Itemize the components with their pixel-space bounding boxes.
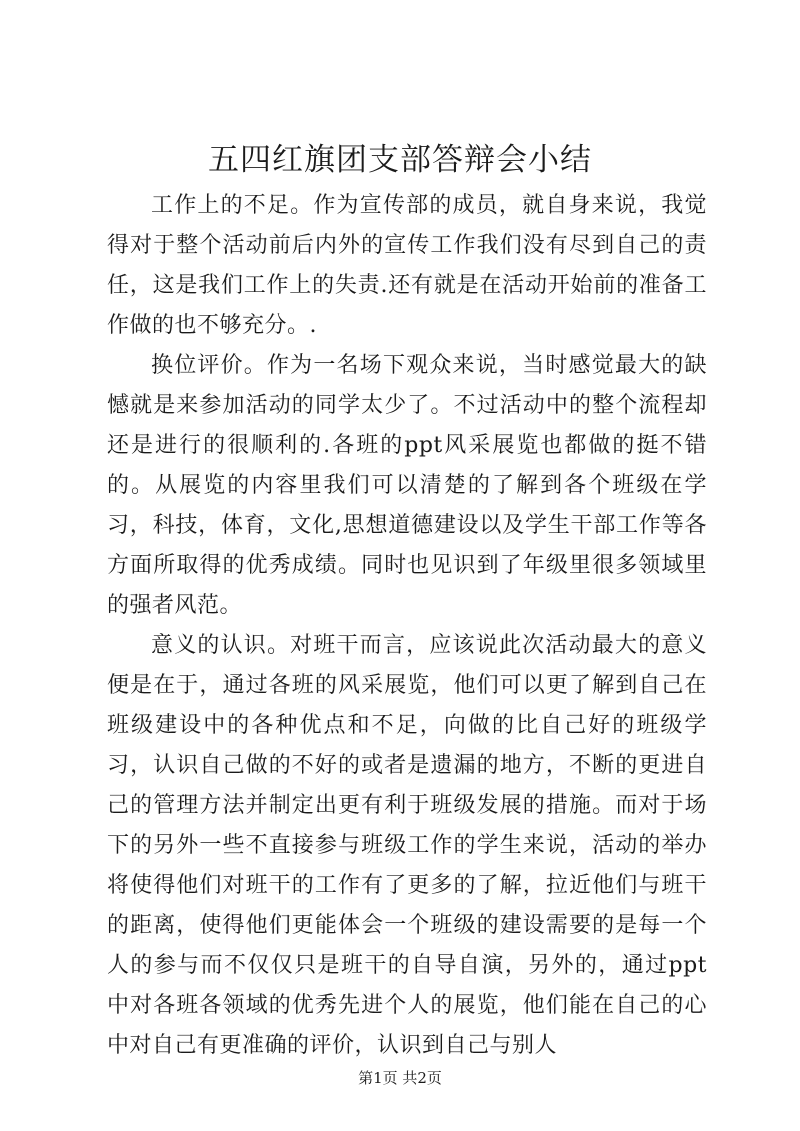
paragraph-evaluation: 换位评价。作为一名场下观众来说，当时感觉最大的缺憾就是来参加活动的同学太少了。不过活动中的整个流程却还是进行的很顺利的.各班的ppt风采展览也都做的挺不错的。从展览的内容里我们可以清楚的了解到各个班级在学习，科技，体育，文化,思想道德建设以及学生干部工作等各方面所取得的优秀成绩。同时也见识到了年级里很多领域里的强者风范。 — [107, 353, 707, 618]
document-title: 五四红旗团支部答辩会小结 — [208, 142, 592, 178]
page-footer: 第1页 共2页 — [358, 1069, 442, 1087]
document-body — [107, 186, 707, 1066]
paragraph-shortcomings: 工作上的不足。作为宣传部的成员，就自身来说，我觉得对于整个活动前后内外的宣传工作我们没有尽到自己的责任，这是我们工作上的失责.还有就是在活动开始前的准备工作做的也不够充分。. — [107, 193, 707, 338]
paragraph-significance: 意义的认识。对班干而言，应该说此次活动最大的意义便是在于，通过各班的风采展览，他们可以更了解到自己在班级建设中的各种优点和不足，向做的比自己好的班级学习，认识自己做的不好的或者是遗漏的地方，不断的更进自己的管理方法并制定出更有利于班级发展的措施。而对于场下的另外一些不直接参与班级工作的学生来说，活动的举办将使得他们对班干的工作有了更多的了解，拉近他们与班干的距离，使得他们更能体会一个班级的建设需要的是每一个人的参与而不仅仅只是班干的自导自演，另外的，通过ppt中对各班各领域的优秀先进个人的展览，他们能在自己的心中对自己有更准确的评价，认识到自己与别人 — [107, 633, 707, 1058]
